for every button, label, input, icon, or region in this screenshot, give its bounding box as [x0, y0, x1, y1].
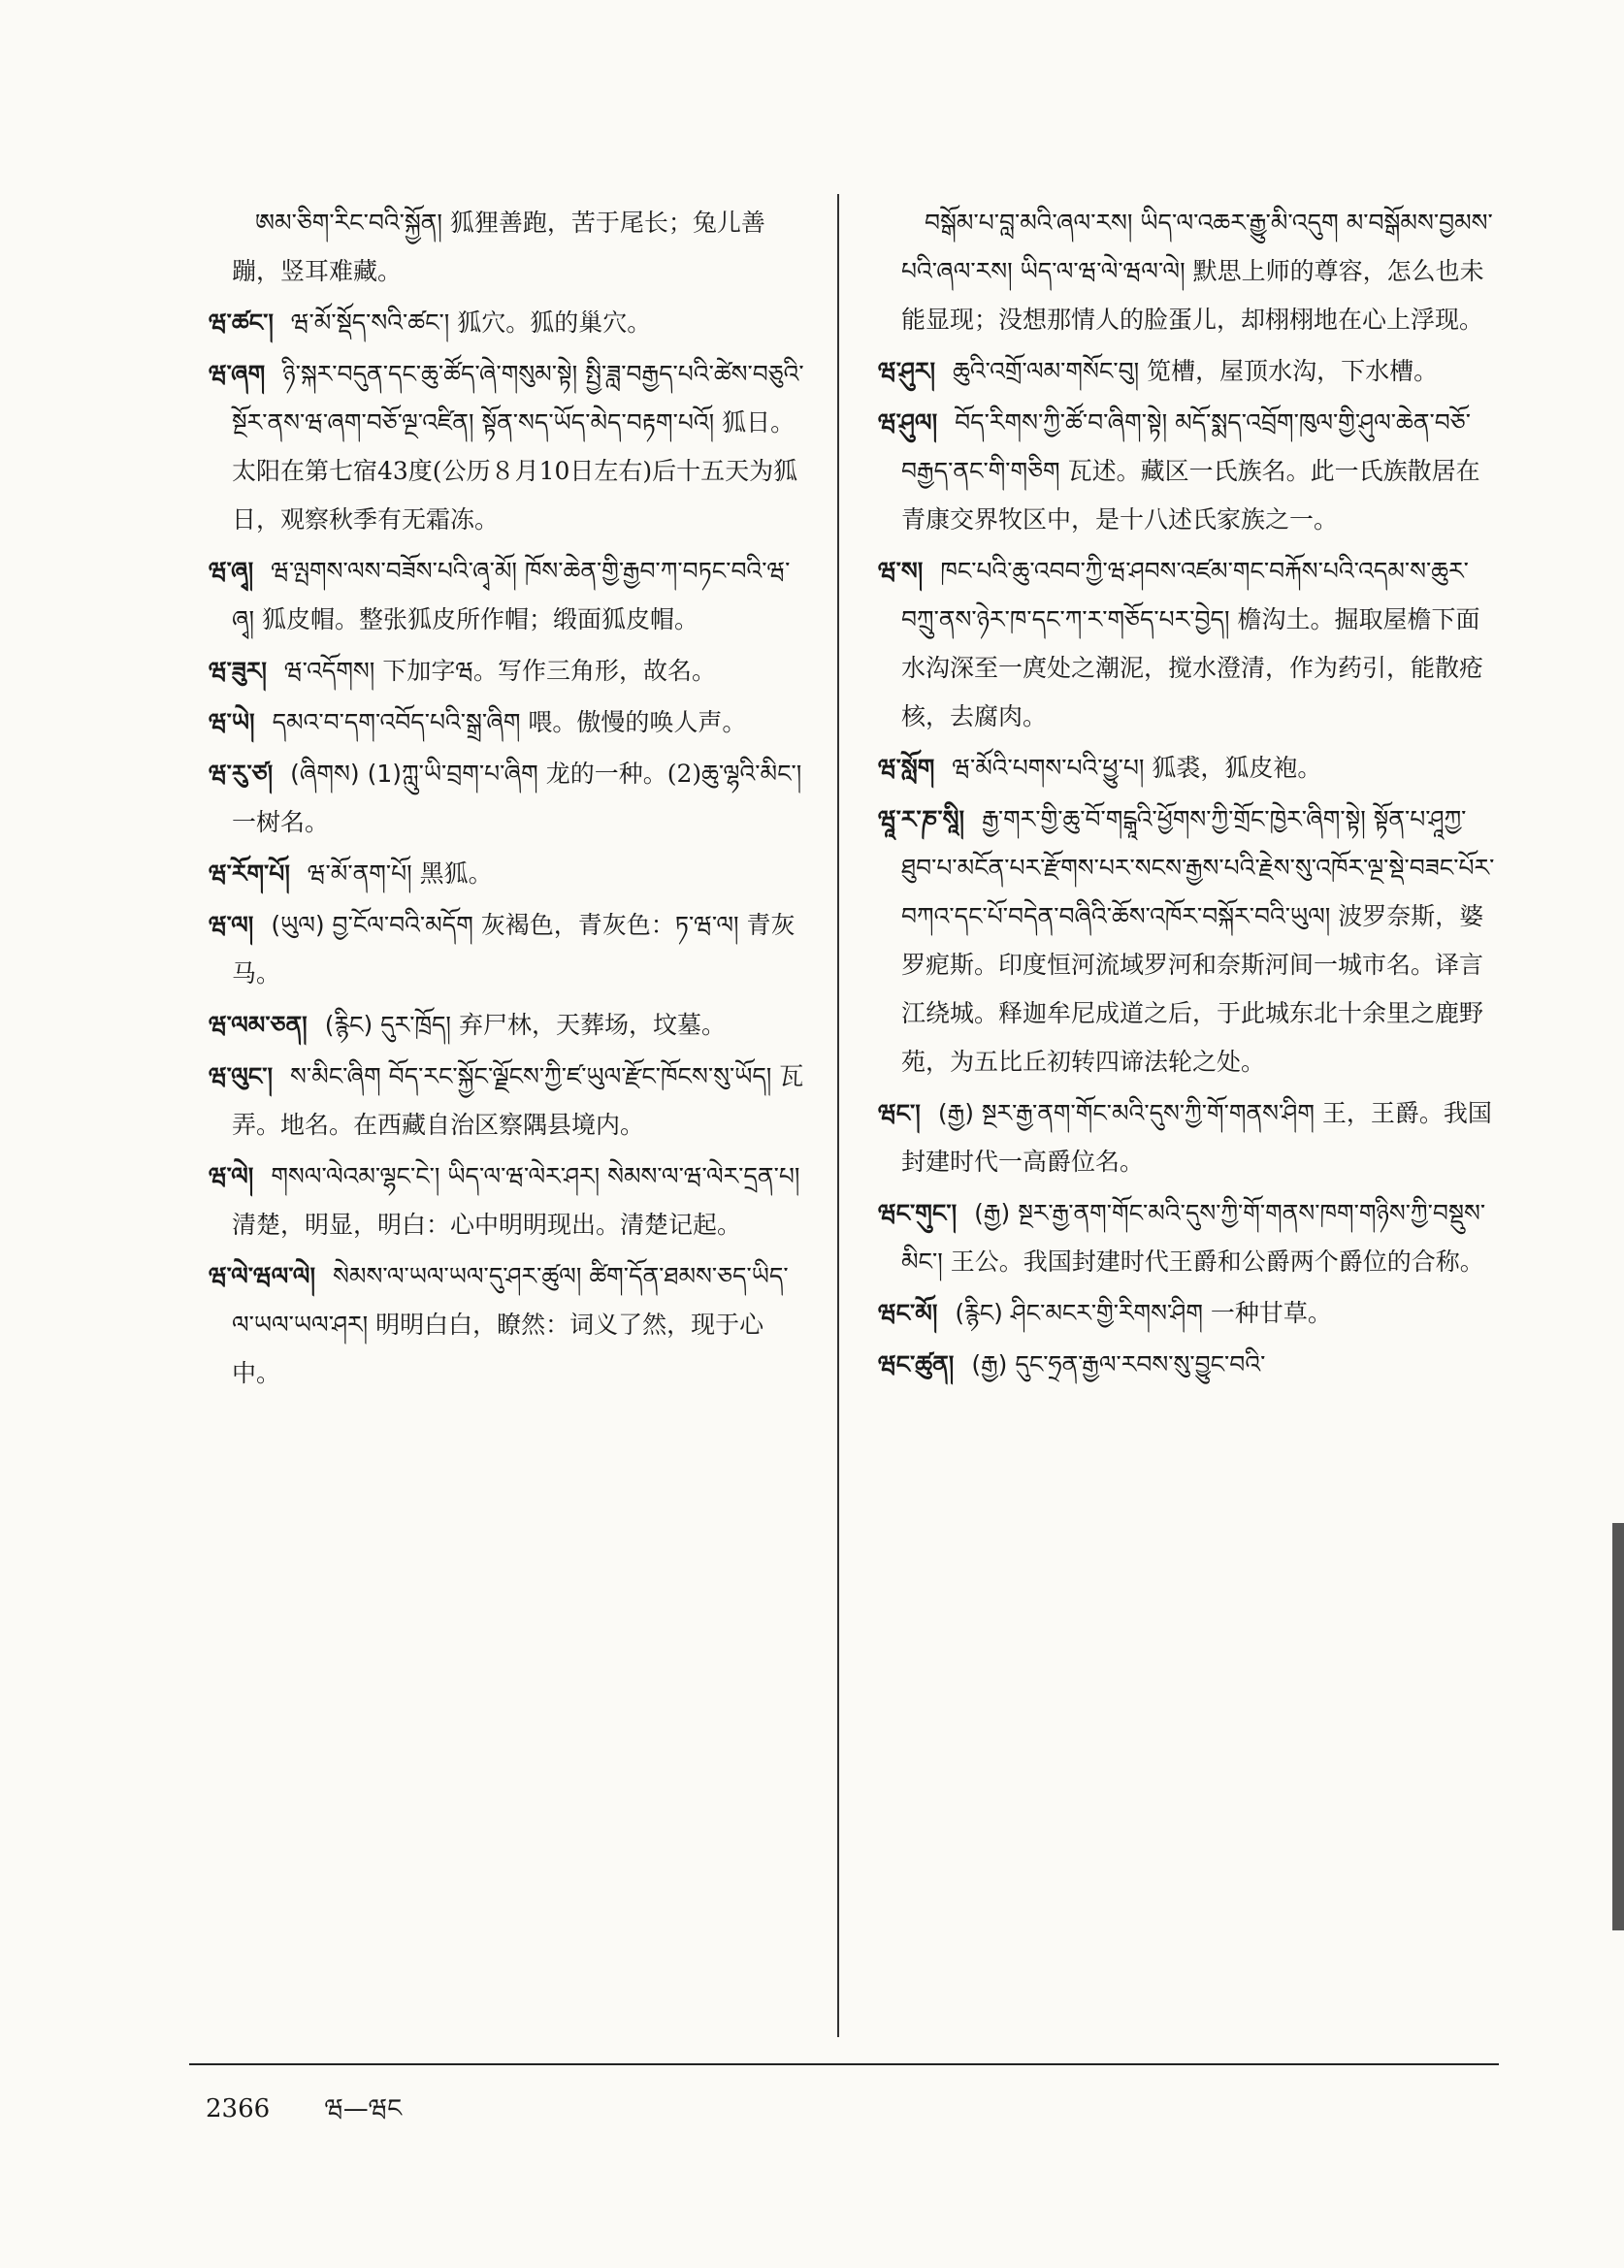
- headword: ཝ་ཤུར།: [878, 357, 936, 385]
- chinese-definition: 喂。傲慢的唤人声。: [528, 708, 747, 736]
- chinese-definition: 瓦弄。地名。在西藏自治区察隅县境内。: [232, 1062, 804, 1139]
- tibetan-definition: ཝ་ལྤགས་ལས་བཟོས་པའི་ཞྭ་མོ། ཁོས་ཆེན་གྱི་རྒྱབ་ཀ་བཏང་བའི་ཝ་ཞྭ།: [232, 557, 791, 633]
- tibetan-definition: ཝ་མོའི་པགས་པའི་ཕྱུ་པ།: [952, 754, 1145, 782]
- tibetan-definition: གསལ་ལེའམ་ལྷང་ངེ་། ཡིད་ལ་ཝ་ལེར་ཤར། སེམས་ལ་ཝ་ལེར་དྲན་པ།: [271, 1162, 800, 1190]
- chinese-definition: 王公。我国封建时代王爵和公爵两个爵位的合称。: [950, 1247, 1484, 1276]
- tibetan-definition: དམའ་བ་དག་འབོད་པའི་སྒྲ་ཞིག: [272, 708, 521, 736]
- headword: ཝ་ལ།: [209, 911, 254, 939]
- headword: ཝ་ཟུར།: [209, 657, 267, 685]
- dictionary-entry: [209, 1152, 805, 1249]
- chinese-definition: 龙的一种。(2)ཆུ་ལྷའི་མིང་། 一树名。: [232, 760, 802, 836]
- dictionary-entry: [209, 1001, 805, 1050]
- dictionary-entry: [878, 1341, 1499, 1389]
- dictionary-entry: [878, 1189, 1499, 1286]
- tibetan-definition: ཝ་མོ་སྡོད་སའི་ཚང་།: [290, 308, 450, 337]
- tibetan-definition: བོད་རིགས་ཀྱི་ཚོ་བ་ཞིག་སྟེ། མདོ་སྨད་འབྲོག་ཁུལ་གྱི་ཤུལ་ཆེན་བཅོ་བརྒྱད་ནང་གི་གཅིག: [901, 408, 1471, 485]
- chinese-definition: 弃尸林，天葬场，坟墓。: [458, 1011, 726, 1039]
- dictionary-entry: [209, 850, 805, 898]
- headword: ཝ་ཡེ།: [209, 708, 255, 736]
- headword: ཝ་རོག་པོ།: [209, 859, 290, 888]
- tibetan-definition: རྒྱ་གར་གྱི་ཆུ་བོ་གངྒཱའི་ཕྱོགས་ཀྱི་གྲོང་ཁྱེར་ཞིག་སྟེ། སྟོན་པ་ཤཱཀྱ་ཐུབ་པ་མངོན་པར་རྫོགས་པར་སངས་རྒྱས་པའི་རྗེས་སུ་འཁོར་ལྔ་སྡེ་བཟང་པོར་བཀའ་དང་པོ་བདེན་བཞིའི་ཆོས་འཁོར་བསྐོར་བའི་ཡུལ།: [901, 805, 1495, 930]
- scan-edge-mark: [1612, 1523, 1624, 1930]
- headword: ཝ་རུ་ཙ།: [209, 760, 274, 788]
- entry-range: ཝ—ཝང: [324, 2094, 403, 2123]
- tibetan-definition: (ཡུལ) བྱ་ངོལ་བའི་མདོག: [271, 911, 473, 939]
- tibetan-definition: (རྒྱ) སྔར་རྒྱ་ནག་གོང་མའི་དུས་ཀྱི་གོ་གནས་ཤིག: [937, 1099, 1315, 1127]
- headword: ཝ་ཞག: [209, 360, 266, 388]
- tibetan-definition: ཉི་སྐར་བདུན་དང་ཆུ་ཚོད་ཞེ་གསུམ་སྟེ། སྤྱི་ཟླ་བརྒྱད་པའི་ཚེས་བཅུའི་སྔོར་ནས་ཝ་ཞག་བཅོ་ལྔ་འཛིན། སྟོན་སད་ཡོད་མེད་བརྟག་པའོ།: [232, 360, 804, 437]
- dictionary-entry: [209, 199, 805, 296]
- chinese-definition: 明明白白，瞭然：词义了然，现于心中。: [232, 1311, 764, 1387]
- tibetan-definition: (རྒྱ) དུང་ཧྲན་རྒྱལ་རབས་སུ་བྱུང་བའི་: [971, 1350, 1266, 1378]
- tibetan-definition: ཝ་འདོགས།: [283, 657, 375, 685]
- chinese-definition: 默思上师的尊容，怎么也未能显现；没想那情人的脸蛋儿，却栩栩地在心上浮现。: [901, 257, 1484, 334]
- dictionary-entry: [209, 750, 805, 847]
- dictionary-entry: [878, 547, 1499, 741]
- headword: ཝང་།: [878, 1099, 921, 1127]
- tibetan-definition: བསྒོམ་པ་བླ་མའི་ཞལ་རས། ཡིད་ལ་འཆར་རྒྱུ་མི་འདུག མ་བསྒོམས་བྱམས་པའི་ཞལ་རས། ཡིད་ལ་ཝ་ལེ་ཝལ་ལེ།: [901, 209, 1493, 285]
- tibetan-definition: (རྙིང) ཤིང་མངར་གྱི་རིགས་ཤིག: [955, 1299, 1203, 1327]
- headword: ཝང་མོ།: [878, 1299, 938, 1327]
- tibetan-definition: ཆུའི་འགྲོ་ལམ་གསོང་བུ།: [953, 357, 1140, 385]
- dictionary-entry: [209, 647, 805, 696]
- dictionary-entry: [209, 901, 805, 998]
- dictionary-entry: [878, 399, 1499, 544]
- dictionary-entry: [209, 299, 805, 347]
- dictionary-entry: [878, 744, 1499, 793]
- chinese-definition: 笕槽，屋顶水沟，下水槽。: [1147, 357, 1439, 385]
- footer-rule: [189, 2063, 1499, 2065]
- chinese-definition: 瓦述。藏区一氏族名。此一氏族散居在青康交界牧区中，是十八述氏家族之一。: [901, 457, 1480, 534]
- tibetan-definition: སེམས་ལ་ཡལ་ཡལ་དུ་ཤར་ཚུལ། ཚིག་དོན་ཐམས་ཅད་ཡིད་ལ་ཡལ་ཡལ་ཤར།: [232, 1262, 789, 1339]
- tibetan-definition: ཨམ་ཅིག་རིང་བའི་སྐྱོན།: [255, 209, 442, 237]
- chinese-definition: 狐裘，狐皮袍。: [1152, 754, 1322, 782]
- page-footer: [206, 2081, 402, 2152]
- dictionary-entry: [878, 199, 1499, 344]
- headword: ཝཱ་ར་ཎ་སཱི།: [878, 805, 965, 833]
- dictionary-entry: [209, 1053, 805, 1150]
- dictionary-entry: [878, 1089, 1499, 1186]
- chinese-definition: 灰褐色，青灰色：ཏ་ཝ་ལ། 青灰马。: [232, 911, 796, 988]
- chinese-definition: 檐沟土。掘取屋檐下面水沟深至一庹处之潮泥，搅水澄清，作为药引，能散疮核，去腐肉。: [901, 605, 1484, 730]
- dictionary-entry: [209, 350, 805, 544]
- chinese-definition: 狐狸善跑，苦于尾长；兔儿善蹦，竖耳难藏。: [232, 209, 765, 285]
- headword: ཝ་ས།: [878, 557, 924, 585]
- chinese-definition: 狐穴。狐的巢穴。: [457, 308, 652, 337]
- tibetan-definition: ས་མིང་ཞིག བོད་རང་སྐྱོང་ལྗོངས་ཀྱི་ཛ་ཡུལ་རྫོང་ཁོངས་སུ་ཡོད།: [290, 1062, 772, 1090]
- dictionary-entry: [878, 347, 1499, 396]
- headword: ཝང་གུང་།: [878, 1199, 958, 1227]
- chinese-definition: 清楚，明显，明白：心中明明现出。清楚记起。: [232, 1211, 742, 1239]
- headword: ཝ་ལེ།: [209, 1162, 254, 1190]
- page-number: 2366: [206, 2094, 271, 2123]
- headword: ཝ་ཞྭ།: [209, 557, 254, 585]
- chinese-definition: 狐日。太阳在第七宿43度(公历８月10日左右)后十五天为狐日，观察秋季有无霜冻。: [232, 408, 798, 534]
- headword: ཝ་ལམ་ཅན།: [209, 1011, 308, 1039]
- headword: ཝ་སློག: [878, 754, 935, 782]
- chinese-definition: 波罗奈斯，婆罗痆斯。印度恒河流域罗河和奈斯河间一城市名。译言江绕城。释迦牟尼成道之后，于此城东北十余里之鹿野苑，为五比丘初转四谛法轮之处。: [901, 902, 1484, 1076]
- headword: ཝ་ཤུལ།: [878, 408, 938, 437]
- dictionary-entry: [878, 1289, 1499, 1338]
- tibetan-definition: ཝ་མོ་ནག་པོ།: [307, 859, 412, 888]
- chinese-definition: 黑狐。: [419, 859, 493, 888]
- left-column: [209, 199, 805, 1401]
- chinese-definition: 下加字ཝ。写作三角形，故名。: [382, 657, 716, 685]
- headword: ཝ་ཚང་།: [209, 308, 274, 337]
- right-column: [878, 199, 1499, 1392]
- tibetan-definition: (ཞིགས) (1)ཀླུ་ཡི་བྲག་པ་ཞིག: [290, 760, 538, 788]
- chinese-definition: 狐皮帽。整张狐皮所作帽；缎面狐皮帽。: [262, 605, 699, 633]
- chinese-definition: 一种甘草。: [1210, 1299, 1332, 1327]
- column-divider: [837, 194, 839, 2037]
- tibetan-definition: ཁང་པའི་ཆུ་འབབ་ཀྱི་ཝ་ཤབས་འཛམ་གང་བརྐོས་པའི་འདམ་ས་ཆུར་བཀྲུ་ནས་ཉེར་ཁ་དང་ཀ་ར་གཅོད་པར་བྱེད།: [901, 557, 1469, 633]
- dictionary-entry: [209, 1252, 805, 1398]
- tibetan-definition: (རྙིང) དུར་ཁྲོད།: [324, 1011, 451, 1039]
- dictionary-entry: [209, 547, 805, 644]
- headword: ཝ་ལེ་ཝལ་ལེ།: [209, 1262, 316, 1290]
- headword: ཝ་ལུང་།: [209, 1062, 274, 1090]
- chinese-definition: 王，王爵。我国封建时代一高爵位名。: [901, 1099, 1492, 1176]
- tibetan-definition: (རྒྱ) སྔར་རྒྱ་ནག་གོང་མའི་དུས་ཀྱི་གོ་གནས་ཁག་གཉིས་ཀྱི་བསྡུས་མིང་།: [901, 1199, 1486, 1276]
- dictionary-entry: [209, 698, 805, 747]
- dictionary-entry: [878, 795, 1499, 1086]
- headword: ཝང་ཚུན།: [878, 1350, 955, 1378]
